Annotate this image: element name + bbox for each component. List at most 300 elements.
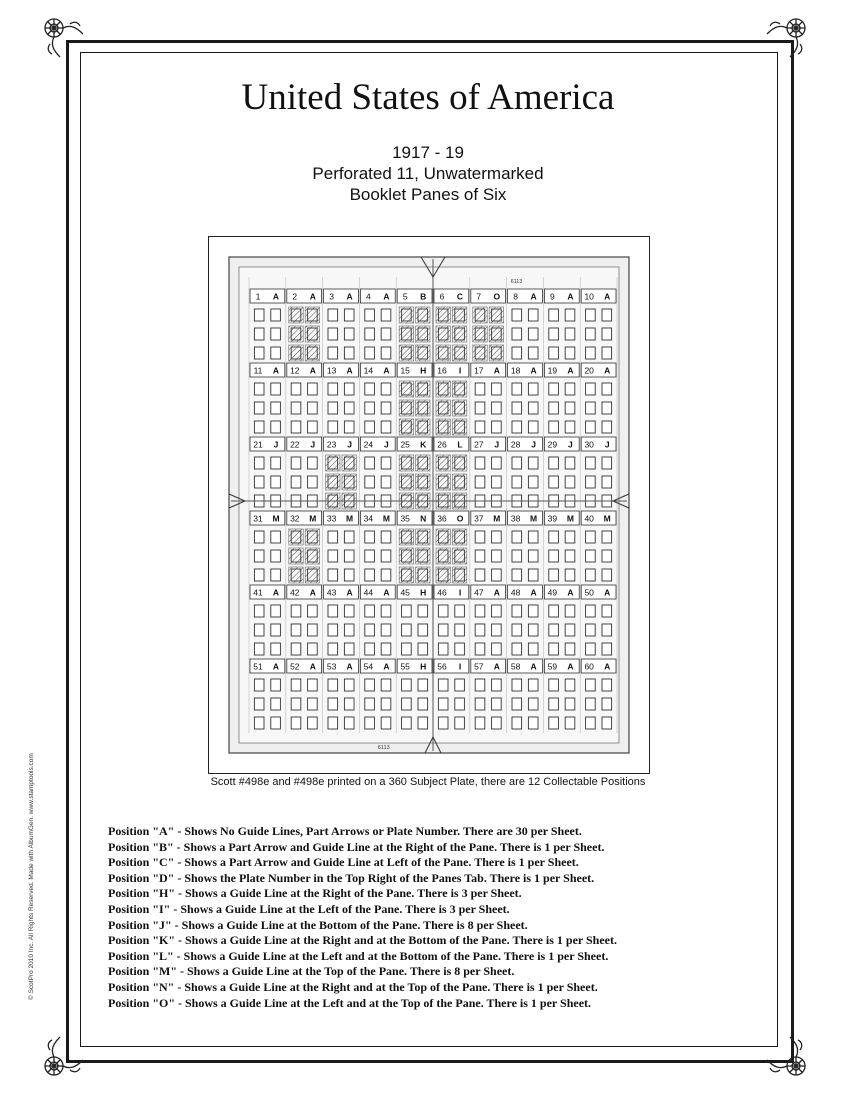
stamp bbox=[308, 717, 318, 729]
stamp bbox=[365, 309, 375, 321]
stamp bbox=[475, 569, 485, 581]
pane-position-letter: A bbox=[383, 661, 390, 672]
stamp bbox=[344, 679, 354, 691]
stamp bbox=[549, 457, 559, 469]
pane-position-letter: A bbox=[346, 661, 353, 672]
stamp bbox=[512, 624, 522, 636]
stamp bbox=[586, 643, 596, 655]
stamp bbox=[344, 531, 354, 543]
stamp bbox=[254, 457, 264, 469]
page-title: United States of America bbox=[241, 77, 615, 118]
pane-position-letter: J bbox=[347, 439, 352, 450]
position-description: - Shows a Guide Line at the Right and at the Top of the Pane. There is 1 per Sheet. bbox=[174, 979, 598, 994]
stamp bbox=[365, 476, 375, 488]
pane-number: 22 bbox=[290, 439, 300, 450]
pane-position-letter: M bbox=[566, 513, 574, 524]
stamp bbox=[602, 476, 612, 488]
pane-position-letter: J bbox=[568, 439, 573, 450]
pane-number: 60 bbox=[584, 661, 594, 672]
pane-number: 45 bbox=[400, 587, 410, 598]
stamp bbox=[271, 421, 281, 433]
stamp bbox=[328, 347, 338, 359]
stamp bbox=[438, 624, 448, 636]
stamp bbox=[528, 643, 538, 655]
stamp bbox=[365, 347, 375, 359]
position-label: Position "O" bbox=[108, 995, 175, 1010]
pane-position-letter: M bbox=[272, 513, 280, 524]
pane-number: 28 bbox=[510, 439, 521, 450]
stamp bbox=[586, 421, 596, 433]
pane-number: 9 bbox=[550, 291, 555, 302]
position-description: - Shows No Guide Lines, Part Arrows or Plate Number. There are 30 per Sheet. bbox=[174, 824, 582, 838]
stamp bbox=[381, 679, 391, 691]
stamp bbox=[254, 402, 264, 414]
pane-number: 16 bbox=[437, 365, 447, 376]
pane-number: 49 bbox=[547, 587, 558, 598]
stamp bbox=[328, 717, 338, 729]
pane-number: 42 bbox=[290, 587, 300, 598]
position-label: Position "K" bbox=[108, 933, 175, 948]
position-description: - Shows a Guide Line at the Right of the Pane. There is 3 per Sheet. bbox=[175, 886, 522, 901]
stamp bbox=[512, 679, 522, 691]
pane-position-letter: M bbox=[309, 513, 317, 524]
stamp bbox=[254, 347, 264, 359]
stamp bbox=[492, 679, 502, 691]
stamp bbox=[344, 624, 354, 636]
stamp bbox=[438, 679, 448, 691]
stamp bbox=[328, 531, 338, 543]
pane-position-letter: A bbox=[604, 587, 611, 598]
stamp bbox=[308, 624, 318, 636]
stamp bbox=[328, 328, 338, 340]
stamp bbox=[381, 624, 391, 636]
stamp bbox=[328, 569, 338, 581]
stamp bbox=[291, 698, 301, 710]
pane-number: 48 bbox=[510, 587, 521, 598]
stamp bbox=[528, 569, 538, 581]
stamp bbox=[402, 643, 412, 655]
stamp bbox=[381, 476, 391, 488]
stamp bbox=[549, 717, 559, 729]
stamp bbox=[291, 624, 301, 636]
stamp bbox=[512, 605, 522, 617]
stamp bbox=[381, 383, 391, 395]
plate-caption: Scott #498e and #498e printed on a 360 Subject Plate, there are 12 Collectable Positions bbox=[210, 776, 646, 788]
stamp bbox=[418, 698, 428, 710]
stamp bbox=[402, 698, 412, 710]
ornament-corner-icon bbox=[40, 14, 88, 62]
pane-number: 19 bbox=[547, 365, 558, 376]
stamp bbox=[344, 698, 354, 710]
stamp bbox=[402, 605, 412, 617]
pane-number: 52 bbox=[290, 661, 300, 672]
stamp bbox=[565, 698, 575, 710]
pane-number: 27 bbox=[474, 439, 484, 450]
stamp bbox=[271, 383, 281, 395]
stamp bbox=[549, 698, 559, 710]
stamp bbox=[271, 309, 281, 321]
stamp bbox=[381, 421, 391, 433]
pane-number: 20 bbox=[584, 365, 594, 376]
position-label: Position "B" bbox=[108, 839, 174, 854]
stamp bbox=[308, 605, 318, 617]
pane-position-letter: A bbox=[272, 587, 280, 598]
stamp bbox=[528, 717, 538, 729]
stamp bbox=[254, 605, 264, 617]
pane-number: 50 bbox=[584, 587, 594, 598]
stamp bbox=[565, 328, 575, 340]
stamp bbox=[565, 717, 575, 729]
stamp bbox=[602, 457, 612, 469]
position-description: - Shows a Part Arrow and Guide Line at Left of the Pane. There is 1 per Sheet. bbox=[174, 855, 579, 870]
pane-number: 55 bbox=[400, 661, 410, 672]
pane-number: 14 bbox=[363, 365, 374, 376]
pane-number: 17 bbox=[474, 365, 484, 376]
stamp bbox=[328, 550, 338, 562]
stamp bbox=[602, 421, 612, 433]
stamp bbox=[528, 383, 538, 395]
pane-number: 47 bbox=[474, 587, 484, 598]
stamp bbox=[308, 698, 318, 710]
pane-number: 13 bbox=[326, 365, 337, 376]
pane-number: 39 bbox=[547, 513, 558, 524]
stamp bbox=[328, 624, 338, 636]
stamp bbox=[344, 383, 354, 395]
pane-position-letter: A bbox=[309, 291, 316, 302]
stamp bbox=[271, 679, 281, 691]
stamp bbox=[475, 421, 485, 433]
stamp bbox=[438, 698, 448, 710]
stamp bbox=[565, 550, 575, 562]
pane-number: 41 bbox=[253, 587, 263, 598]
pane-position-letter: N bbox=[420, 513, 427, 524]
pane-number: 4 bbox=[366, 291, 371, 302]
pane-position-letter: I bbox=[458, 587, 462, 598]
stamp bbox=[475, 457, 485, 469]
stamp bbox=[565, 309, 575, 321]
stamp bbox=[475, 550, 485, 562]
stamp bbox=[271, 624, 281, 636]
stamp bbox=[328, 605, 338, 617]
stamp bbox=[308, 679, 318, 691]
stamp bbox=[254, 328, 264, 340]
pane-number: 26 bbox=[437, 439, 447, 450]
stamp bbox=[271, 457, 281, 469]
position-list bbox=[108, 824, 617, 1011]
pane-position-letter: H bbox=[420, 587, 427, 598]
position-item bbox=[108, 949, 617, 965]
pane-number: 24 bbox=[363, 439, 374, 450]
stamp bbox=[254, 383, 264, 395]
position-label: Position "H" bbox=[108, 886, 175, 901]
stamp bbox=[512, 698, 522, 710]
stamp bbox=[549, 679, 559, 691]
position-item bbox=[108, 996, 617, 1012]
pane-number: 6 bbox=[439, 291, 445, 302]
pane-number: 36 bbox=[437, 513, 447, 524]
stamp bbox=[512, 476, 522, 488]
stamp bbox=[602, 383, 612, 395]
stamp bbox=[565, 605, 575, 617]
stamp bbox=[455, 698, 465, 710]
stamp bbox=[271, 531, 281, 543]
stamp bbox=[565, 476, 575, 488]
stamp bbox=[549, 476, 559, 488]
position-description: - Shows the Plate Number in the Top Right of the Panes Tab. There is 1 per Sheet. bbox=[174, 870, 595, 885]
stamp bbox=[455, 717, 465, 729]
stamp bbox=[586, 605, 596, 617]
pane-position-letter: J bbox=[494, 439, 500, 450]
pane-number: 25 bbox=[400, 439, 410, 450]
pane-position-letter: A bbox=[567, 291, 574, 302]
stamp bbox=[254, 717, 264, 729]
stamp bbox=[586, 328, 596, 340]
stamp bbox=[492, 569, 502, 581]
position-item bbox=[108, 933, 617, 949]
stamp bbox=[308, 383, 318, 395]
stamp bbox=[602, 717, 612, 729]
pane-position-letter: A bbox=[272, 661, 280, 672]
stamp bbox=[418, 624, 428, 636]
stamp bbox=[291, 457, 301, 469]
stamp bbox=[512, 421, 522, 433]
pane-position-letter: A bbox=[346, 587, 353, 598]
position-description: - Shows a Part Arrow and Guide Line at the Right of the Pane. There is 1 per Sheet. bbox=[173, 839, 605, 854]
position-item bbox=[108, 902, 617, 918]
stamp bbox=[492, 717, 502, 729]
pane-number: 2 bbox=[292, 291, 298, 302]
stamp bbox=[271, 698, 281, 710]
position-item bbox=[108, 855, 617, 871]
stamp bbox=[381, 402, 391, 414]
pane-position-letter: A bbox=[604, 291, 611, 302]
stamp bbox=[565, 643, 575, 655]
stamp bbox=[365, 402, 375, 414]
stamp bbox=[492, 421, 502, 433]
pane-position-letter: A bbox=[493, 661, 500, 672]
stamp bbox=[271, 402, 281, 414]
stamp bbox=[475, 531, 485, 543]
pane-position-letter: M bbox=[530, 513, 538, 524]
pane-number: 37 bbox=[474, 513, 484, 524]
stamp bbox=[271, 643, 281, 655]
stamp bbox=[512, 309, 522, 321]
stamp bbox=[271, 550, 281, 562]
stamp bbox=[492, 457, 502, 469]
stamp bbox=[455, 605, 465, 617]
stamp bbox=[291, 402, 301, 414]
pane-position-letter: O bbox=[493, 291, 501, 302]
position-description: - Shows a Guide Line at the Bottom of the Pane. There is 8 per Sheet. bbox=[171, 917, 528, 932]
stamp bbox=[344, 605, 354, 617]
plate-number-bottom: 6113 bbox=[377, 745, 390, 751]
pane-number: 15 bbox=[400, 365, 410, 376]
pane-number: 54 bbox=[363, 661, 374, 672]
stamp bbox=[328, 643, 338, 655]
subtitle-format: Booklet Panes of Six bbox=[349, 185, 507, 204]
stamp bbox=[328, 402, 338, 414]
stamp bbox=[512, 550, 522, 562]
stamp bbox=[549, 383, 559, 395]
pane-position-letter: A bbox=[604, 365, 611, 376]
position-item bbox=[108, 980, 617, 996]
stamp bbox=[344, 421, 354, 433]
stamp bbox=[602, 531, 612, 543]
pane-position-letter: A bbox=[272, 365, 280, 376]
pane-number: 53 bbox=[326, 661, 337, 672]
stamp bbox=[602, 643, 612, 655]
stamp bbox=[344, 550, 354, 562]
stamp bbox=[291, 383, 301, 395]
pane-position-letter: A bbox=[530, 587, 537, 598]
stamp bbox=[565, 402, 575, 414]
stamp bbox=[418, 717, 428, 729]
pane-number: 21 bbox=[253, 439, 263, 450]
stamp bbox=[602, 328, 612, 340]
stamp bbox=[475, 402, 485, 414]
stamp bbox=[254, 569, 264, 581]
stamp bbox=[586, 698, 596, 710]
stamp bbox=[328, 309, 338, 321]
stamp bbox=[475, 476, 485, 488]
pane-position-letter: A bbox=[493, 587, 500, 598]
stamp bbox=[528, 698, 538, 710]
stamp bbox=[549, 624, 559, 636]
stamp bbox=[365, 421, 375, 433]
stamp bbox=[381, 698, 391, 710]
position-item bbox=[108, 824, 617, 840]
pane-number: 32 bbox=[290, 513, 300, 524]
pane-position-letter: J bbox=[531, 439, 536, 450]
stamp bbox=[455, 679, 465, 691]
pane-position-letter: M bbox=[493, 513, 501, 524]
stamp bbox=[308, 421, 318, 433]
pane-number: 44 bbox=[363, 587, 374, 598]
subtitle-perforation: Perforated 11, Unwatermarked bbox=[312, 164, 544, 183]
position-label: Position "M" bbox=[108, 964, 177, 979]
stamp bbox=[512, 402, 522, 414]
stamp bbox=[291, 421, 301, 433]
pane-position-letter: J bbox=[604, 439, 610, 450]
stamp bbox=[528, 328, 538, 340]
stamp bbox=[254, 531, 264, 543]
stamp bbox=[381, 605, 391, 617]
stamp bbox=[549, 402, 559, 414]
stamp bbox=[438, 605, 448, 617]
pane-number: 8 bbox=[513, 291, 518, 302]
pane-position-letter: A bbox=[346, 291, 353, 302]
pane-position-letter: H bbox=[420, 365, 427, 376]
position-item bbox=[108, 886, 617, 902]
pane-number: 35 bbox=[400, 513, 410, 524]
stamp bbox=[492, 605, 502, 617]
stamp bbox=[528, 402, 538, 414]
position-description: - Shows a Guide Line at the Left and at the Bottom of the Pane. There is 1 per Sheet. bbox=[173, 948, 609, 963]
stamp bbox=[602, 605, 612, 617]
position-label: Position "N" bbox=[108, 979, 175, 994]
pane-number: 1 bbox=[255, 291, 261, 302]
pane-number: 33 bbox=[326, 513, 337, 524]
pane-position-letter: I bbox=[458, 661, 462, 672]
stamp bbox=[328, 698, 338, 710]
stamp bbox=[455, 624, 465, 636]
stamp bbox=[492, 383, 502, 395]
stamp bbox=[512, 328, 522, 340]
stamp bbox=[365, 383, 375, 395]
position-label: Position "A" bbox=[108, 824, 175, 838]
ornament-corner-icon bbox=[762, 1032, 810, 1080]
position-label: Position "L" bbox=[108, 948, 174, 963]
stamp bbox=[344, 328, 354, 340]
stamp bbox=[308, 457, 318, 469]
pane-position-letter: J bbox=[310, 439, 316, 450]
stamp bbox=[512, 347, 522, 359]
position-description: - Shows a Guide Line at the Top of the Pane. There is 8 per Sheet. bbox=[177, 964, 515, 979]
stamp bbox=[492, 698, 502, 710]
stamp bbox=[512, 383, 522, 395]
ornament-corner-icon bbox=[762, 14, 810, 62]
stamp bbox=[586, 569, 596, 581]
stamp bbox=[586, 309, 596, 321]
stamp bbox=[308, 643, 318, 655]
stamp bbox=[586, 717, 596, 729]
stamp bbox=[528, 309, 538, 321]
position-label: Position "J" bbox=[108, 917, 172, 932]
stamp bbox=[549, 643, 559, 655]
stamp bbox=[528, 679, 538, 691]
stamp bbox=[492, 531, 502, 543]
stamp bbox=[418, 679, 428, 691]
stamp bbox=[418, 605, 428, 617]
pane-number: 10 bbox=[584, 291, 594, 302]
stamp bbox=[344, 569, 354, 581]
pane-position-letter: H bbox=[420, 661, 427, 672]
pane-number: 43 bbox=[326, 587, 337, 598]
pane-number: 11 bbox=[253, 365, 263, 376]
stamp bbox=[381, 347, 391, 359]
position-item bbox=[108, 840, 617, 856]
stamp bbox=[492, 624, 502, 636]
stamp bbox=[512, 457, 522, 469]
stamp bbox=[344, 402, 354, 414]
stamp bbox=[291, 605, 301, 617]
stamp bbox=[528, 605, 538, 617]
stamp bbox=[512, 531, 522, 543]
pane-position-letter: M bbox=[603, 513, 611, 524]
stamp bbox=[381, 569, 391, 581]
pane-position-letter: A bbox=[346, 365, 353, 376]
pane-number: 29 bbox=[547, 439, 558, 450]
stamp bbox=[254, 679, 264, 691]
position-description: - Shows a Guide Line at the Left and at the Top of the Pane. There is 1 per Sheet. bbox=[175, 995, 592, 1010]
stamp bbox=[512, 643, 522, 655]
pane-number: 12 bbox=[290, 365, 300, 376]
stamp bbox=[602, 624, 612, 636]
stamp bbox=[565, 624, 575, 636]
pane-position-letter: A bbox=[530, 365, 537, 376]
pane-number: 51 bbox=[253, 661, 263, 672]
stamp bbox=[586, 531, 596, 543]
stamp bbox=[565, 457, 575, 469]
stamp bbox=[402, 624, 412, 636]
stamp bbox=[602, 550, 612, 562]
stamp bbox=[492, 402, 502, 414]
stamp bbox=[475, 605, 485, 617]
stamp bbox=[291, 476, 301, 488]
pane-number: 23 bbox=[326, 439, 337, 450]
stamp bbox=[381, 717, 391, 729]
stamp bbox=[586, 476, 596, 488]
